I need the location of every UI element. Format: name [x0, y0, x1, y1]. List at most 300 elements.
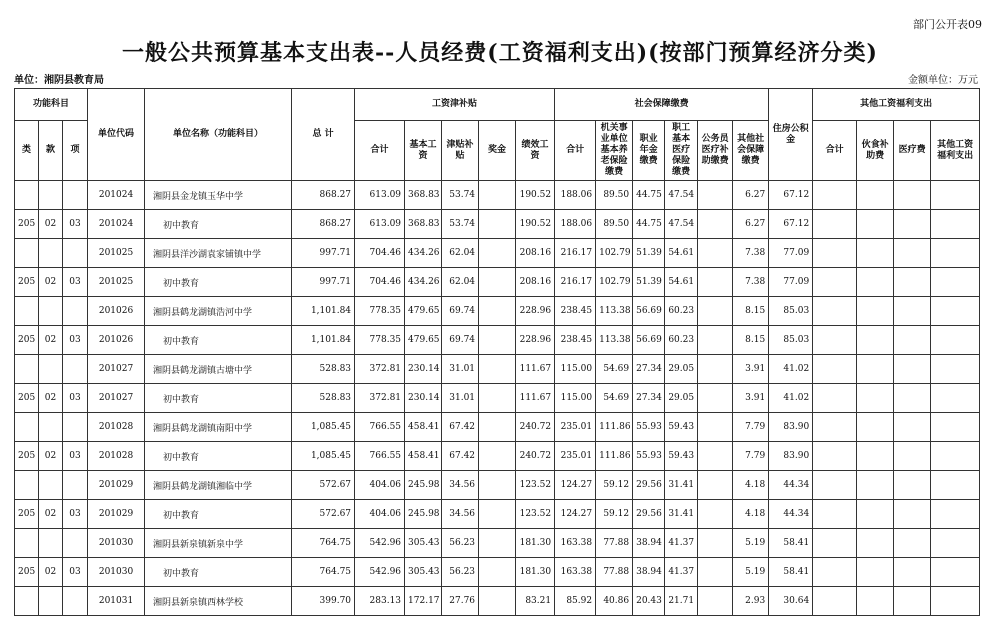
housing-cell: 41.02	[769, 384, 813, 413]
basic-salary-header: 基本工资	[405, 121, 442, 181]
housing-cell: 77.09	[769, 268, 813, 297]
unit-code-cell: 201029	[88, 500, 145, 529]
kuan-cell: 02	[39, 442, 63, 471]
annuity-cell: 56.69	[633, 326, 665, 355]
xiang-cell: 03	[63, 268, 88, 297]
basic-salary-cell: 458.41	[405, 413, 442, 442]
performance-cell: 181.30	[516, 558, 555, 587]
other-total-cell	[813, 442, 857, 471]
performance-cell: 83.21	[516, 587, 555, 616]
lei-cell	[15, 181, 39, 210]
allowance-cell: 56.23	[442, 558, 479, 587]
pension-cell: 54.69	[596, 355, 633, 384]
salary-total-cell: 766.55	[355, 413, 405, 442]
bonus-cell	[479, 297, 516, 326]
social-total-cell: 216.17	[555, 268, 596, 297]
performance-cell: 240.72	[516, 413, 555, 442]
performance-cell: 111.67	[516, 384, 555, 413]
performance-cell: 123.52	[516, 471, 555, 500]
salary-total-cell: 704.46	[355, 268, 405, 297]
other-social-cell: 8.15	[733, 326, 769, 355]
annuity-cell: 38.94	[633, 558, 665, 587]
unit-code-cell: 201026	[88, 326, 145, 355]
bonus-cell	[479, 442, 516, 471]
other-welfare-cell	[931, 239, 980, 268]
meal-cell	[857, 413, 894, 442]
medical-fee-cell	[894, 442, 931, 471]
allowance-cell: 31.01	[442, 384, 479, 413]
other-social-cell: 5.19	[733, 529, 769, 558]
performance-cell: 111.67	[516, 355, 555, 384]
table-row	[15, 558, 980, 587]
unit-name-cell: 初中教育	[145, 500, 292, 529]
housing-cell: 83.90	[769, 442, 813, 471]
annuity-cell: 29.56	[633, 500, 665, 529]
table-row	[15, 239, 980, 268]
social-total-cell: 115.00	[555, 384, 596, 413]
civil-medical-header: 公务员医疗补助缴费	[698, 121, 733, 181]
social-group-header: 社会保障缴费	[555, 89, 769, 121]
unit-name-cell: 湘阴县鹤龙湖镇浩河中学	[145, 297, 292, 326]
table-row	[15, 268, 980, 297]
housing-cell: 44.34	[769, 500, 813, 529]
unit-name-cell: 初中教育	[145, 326, 292, 355]
unit-name-cell: 湘阴县金龙镇玉华中学	[145, 181, 292, 210]
social-total-cell: 124.27	[555, 500, 596, 529]
meal-cell	[857, 442, 894, 471]
other-group-header: 其他工资福利支出	[813, 89, 980, 121]
housing-cell: 83.90	[769, 413, 813, 442]
unit-code-cell: 201025	[88, 239, 145, 268]
meal-cell	[857, 587, 894, 616]
annuity-cell: 55.93	[633, 413, 665, 442]
allowance-cell: 31.01	[442, 355, 479, 384]
medical-fee-cell	[894, 587, 931, 616]
salary-total-cell: 542.96	[355, 558, 405, 587]
allowance-cell: 69.74	[442, 326, 479, 355]
xiang-cell: 03	[63, 384, 88, 413]
other-welfare-cell	[931, 181, 980, 210]
housing-cell: 85.03	[769, 326, 813, 355]
meal-cell	[857, 384, 894, 413]
other-social-header: 其他社会保障缴费	[733, 121, 769, 181]
allowance-cell: 67.42	[442, 442, 479, 471]
total-cell: 399.70	[292, 587, 355, 616]
lei-cell: 205	[15, 558, 39, 587]
medical-cell: 41.37	[665, 529, 698, 558]
basic-salary-cell: 230.14	[405, 355, 442, 384]
medical-cell: 47.54	[665, 210, 698, 239]
kuan-cell: 02	[39, 326, 63, 355]
unit-code-cell: 201029	[88, 471, 145, 500]
bonus-cell	[479, 384, 516, 413]
allowance-cell: 62.04	[442, 268, 479, 297]
kuan-cell: 02	[39, 558, 63, 587]
civil-medical-cell	[698, 442, 733, 471]
meal-cell	[857, 529, 894, 558]
other-social-cell: 3.91	[733, 384, 769, 413]
xiang-cell: 03	[63, 326, 88, 355]
other-total-cell	[813, 355, 857, 384]
lei-cell	[15, 355, 39, 384]
amount-unit-label: 金额单位：万元	[908, 75, 978, 86]
other-total-cell	[813, 587, 857, 616]
unit-label: 单位：湘阴县教育局	[14, 75, 104, 86]
unit-name-cell: 初中教育	[145, 442, 292, 471]
other-total-cell	[813, 384, 857, 413]
other-total-cell	[813, 558, 857, 587]
total-cell: 764.75	[292, 558, 355, 587]
social-total-cell: 188.06	[555, 210, 596, 239]
total-cell: 572.67	[292, 471, 355, 500]
table-row	[15, 297, 980, 326]
other-total-cell	[813, 239, 857, 268]
housing-cell: 67.12	[769, 210, 813, 239]
meal-header: 伙食补助费	[857, 121, 894, 181]
housing-cell: 77.09	[769, 239, 813, 268]
civil-medical-cell	[698, 384, 733, 413]
basic-salary-cell: 458.41	[405, 442, 442, 471]
other-welfare-cell	[931, 268, 980, 297]
medical-cell: 29.05	[665, 384, 698, 413]
medical-fee-cell	[894, 181, 931, 210]
medical-cell: 60.23	[665, 297, 698, 326]
lei-header: 类	[15, 121, 39, 181]
basic-salary-cell: 368.83	[405, 181, 442, 210]
bonus-cell	[479, 529, 516, 558]
social-total-cell: 163.38	[555, 529, 596, 558]
pension-cell: 59.12	[596, 500, 633, 529]
basic-salary-cell: 479.65	[405, 297, 442, 326]
meal-cell	[857, 239, 894, 268]
medical-fee-cell	[894, 500, 931, 529]
allowance-cell: 34.56	[442, 500, 479, 529]
total-header: 总 计	[292, 89, 355, 181]
other-social-cell: 7.79	[733, 413, 769, 442]
medical-fee-header: 医疗费	[894, 121, 931, 181]
unit-name-cell: 初中教育	[145, 384, 292, 413]
unit-name-cell: 湘阴县鹤龙湖镇南阳中学	[145, 413, 292, 442]
total-cell: 572.67	[292, 500, 355, 529]
medical-fee-cell	[894, 239, 931, 268]
housing-cell: 44.34	[769, 471, 813, 500]
other-total-cell	[813, 326, 857, 355]
medical-fee-cell	[894, 558, 931, 587]
medical-cell: 59.43	[665, 442, 698, 471]
medical-fee-cell	[894, 471, 931, 500]
medical-cell: 31.41	[665, 471, 698, 500]
table-row	[15, 384, 980, 413]
other-welfare-cell	[931, 384, 980, 413]
bonus-cell	[479, 471, 516, 500]
salary-total-cell: 372.81	[355, 355, 405, 384]
pension-cell: 111.86	[596, 442, 633, 471]
other-total-cell	[813, 529, 857, 558]
annuity-cell: 27.34	[633, 355, 665, 384]
kuan-cell	[39, 529, 63, 558]
civil-medical-cell	[698, 355, 733, 384]
civil-medical-cell	[698, 558, 733, 587]
lei-cell	[15, 239, 39, 268]
other-social-cell: 4.18	[733, 471, 769, 500]
other-social-cell: 6.27	[733, 210, 769, 239]
civil-medical-cell	[698, 500, 733, 529]
meal-cell	[857, 500, 894, 529]
performance-cell: 190.52	[516, 210, 555, 239]
table-row	[15, 587, 980, 616]
annuity-cell: 44.75	[633, 210, 665, 239]
meal-cell	[857, 210, 894, 239]
civil-medical-cell	[698, 181, 733, 210]
kuan-cell	[39, 587, 63, 616]
salary-group-header: 工资津补贴	[355, 89, 555, 121]
other-welfare-cell	[931, 529, 980, 558]
housing-cell: 41.02	[769, 355, 813, 384]
allowance-cell: 53.74	[442, 181, 479, 210]
medical-cell: 29.05	[665, 355, 698, 384]
form-number: 部门公开表09	[913, 18, 982, 31]
bonus-cell	[479, 268, 516, 297]
civil-medical-cell	[698, 413, 733, 442]
lei-cell: 205	[15, 268, 39, 297]
table-row	[15, 471, 980, 500]
salary-total-cell: 778.35	[355, 326, 405, 355]
other-total-header: 合计	[813, 121, 857, 181]
medical-cell: 21.71	[665, 587, 698, 616]
other-welfare-header: 其他工资福利支出	[931, 121, 980, 181]
other-social-cell: 5.19	[733, 558, 769, 587]
kuan-cell: 02	[39, 268, 63, 297]
unit-code-cell: 201026	[88, 297, 145, 326]
meal-cell	[857, 268, 894, 297]
meal-cell	[857, 558, 894, 587]
pension-cell: 89.50	[596, 181, 633, 210]
social-total-cell: 238.45	[555, 297, 596, 326]
medical-cell: 60.23	[665, 326, 698, 355]
performance-cell: 190.52	[516, 181, 555, 210]
medical-fee-cell	[894, 297, 931, 326]
salary-total-header: 合计	[355, 121, 405, 181]
allowance-cell: 69.74	[442, 297, 479, 326]
meal-cell	[857, 471, 894, 500]
medical-fee-cell	[894, 529, 931, 558]
unit-code-cell: 201025	[88, 268, 145, 297]
basic-salary-cell: 479.65	[405, 326, 442, 355]
lei-cell: 205	[15, 210, 39, 239]
unit-code-header: 单位代码	[88, 89, 145, 181]
kuan-cell	[39, 355, 63, 384]
other-total-cell	[813, 297, 857, 326]
annuity-header: 职业年金缴费	[633, 121, 665, 181]
housing-cell: 58.41	[769, 529, 813, 558]
basic-salary-cell: 368.83	[405, 210, 442, 239]
annuity-cell: 51.39	[633, 268, 665, 297]
lei-cell: 205	[15, 384, 39, 413]
bonus-cell	[479, 355, 516, 384]
lei-cell	[15, 587, 39, 616]
medical-fee-cell	[894, 326, 931, 355]
social-total-cell: 115.00	[555, 355, 596, 384]
performance-cell: 228.96	[516, 326, 555, 355]
unit-code-cell: 201027	[88, 384, 145, 413]
medical-cell: 54.61	[665, 239, 698, 268]
other-welfare-cell	[931, 297, 980, 326]
unit-code-cell: 201027	[88, 355, 145, 384]
salary-total-cell: 778.35	[355, 297, 405, 326]
social-total-cell: 124.27	[555, 471, 596, 500]
unit-code-cell: 201028	[88, 413, 145, 442]
unit-name-header: 单位名称（功能科目）	[145, 89, 292, 181]
meal-cell	[857, 297, 894, 326]
bonus-cell	[479, 413, 516, 442]
allowance-cell: 27.76	[442, 587, 479, 616]
housing-cell: 30.64	[769, 587, 813, 616]
social-total-cell: 216.17	[555, 239, 596, 268]
civil-medical-cell	[698, 239, 733, 268]
unit-code-cell: 201031	[88, 587, 145, 616]
table-row	[15, 355, 980, 384]
salary-total-cell: 613.09	[355, 181, 405, 210]
other-social-cell: 8.15	[733, 297, 769, 326]
kuan-cell	[39, 413, 63, 442]
xiang-cell	[63, 529, 88, 558]
other-social-cell: 3.91	[733, 355, 769, 384]
other-total-cell	[813, 413, 857, 442]
pension-cell: 113.38	[596, 297, 633, 326]
xiang-cell	[63, 587, 88, 616]
annuity-cell: 55.93	[633, 442, 665, 471]
bonus-cell	[479, 181, 516, 210]
total-cell: 868.27	[292, 210, 355, 239]
kuan-cell	[39, 297, 63, 326]
xiang-cell	[63, 413, 88, 442]
salary-total-cell: 613.09	[355, 210, 405, 239]
performance-cell: 123.52	[516, 500, 555, 529]
civil-medical-cell	[698, 471, 733, 500]
lei-cell	[15, 471, 39, 500]
xiang-cell	[63, 297, 88, 326]
housing-cell: 58.41	[769, 558, 813, 587]
xiang-cell	[63, 239, 88, 268]
meal-cell	[857, 355, 894, 384]
kuan-header: 款	[39, 121, 63, 181]
unit-name-cell: 湘阴县新泉镇新泉中学	[145, 529, 292, 558]
lei-cell: 205	[15, 500, 39, 529]
other-social-cell: 2.93	[733, 587, 769, 616]
housing-cell: 85.03	[769, 297, 813, 326]
meal-cell	[857, 326, 894, 355]
medical-fee-cell	[894, 384, 931, 413]
civil-medical-cell	[698, 268, 733, 297]
basic-salary-cell: 172.17	[405, 587, 442, 616]
xiang-cell: 03	[63, 558, 88, 587]
other-social-cell: 4.18	[733, 500, 769, 529]
medical-fee-cell	[894, 210, 931, 239]
total-cell: 1,101.84	[292, 297, 355, 326]
xiang-cell: 03	[63, 210, 88, 239]
allowance-header: 津贴补贴	[442, 121, 479, 181]
salary-total-cell: 372.81	[355, 384, 405, 413]
other-welfare-cell	[931, 326, 980, 355]
xiang-cell	[63, 181, 88, 210]
kuan-cell: 02	[39, 500, 63, 529]
total-cell: 997.71	[292, 239, 355, 268]
bonus-cell	[479, 500, 516, 529]
xiang-header: 项	[63, 121, 88, 181]
social-total-cell: 188.06	[555, 181, 596, 210]
unit-name-cell: 湘阴县新泉镇西林学校	[145, 587, 292, 616]
total-cell: 1,085.45	[292, 413, 355, 442]
total-cell: 997.71	[292, 268, 355, 297]
unit-code-cell: 201030	[88, 558, 145, 587]
social-total-header: 合计	[555, 121, 596, 181]
xiang-cell: 03	[63, 500, 88, 529]
unit-name-cell: 湘阴县鹤龙湖镇古塘中学	[145, 355, 292, 384]
performance-cell: 208.16	[516, 268, 555, 297]
salary-total-cell: 283.13	[355, 587, 405, 616]
table-row	[15, 326, 980, 355]
medical-cell: 41.37	[665, 558, 698, 587]
table-row	[15, 442, 980, 471]
allowance-cell: 56.23	[442, 529, 479, 558]
bonus-cell	[479, 587, 516, 616]
medical-header: 职工基本医疗保险缴费	[665, 121, 698, 181]
social-total-cell: 85.92	[555, 587, 596, 616]
unit-code-cell: 201030	[88, 529, 145, 558]
unit-name-cell: 初中教育	[145, 558, 292, 587]
other-total-cell	[813, 268, 857, 297]
housing-cell: 67.12	[769, 181, 813, 210]
bonus-cell	[479, 558, 516, 587]
medical-fee-cell	[894, 355, 931, 384]
kuan-cell	[39, 239, 63, 268]
kuan-cell	[39, 471, 63, 500]
pension-cell: 111.86	[596, 413, 633, 442]
table-row	[15, 181, 980, 210]
allowance-cell: 34.56	[442, 471, 479, 500]
annuity-cell: 27.34	[633, 384, 665, 413]
table-row	[15, 529, 980, 558]
social-total-cell: 235.01	[555, 413, 596, 442]
pension-cell: 54.69	[596, 384, 633, 413]
other-welfare-cell	[931, 500, 980, 529]
total-cell: 1,101.84	[292, 326, 355, 355]
unit-code-cell: 201024	[88, 181, 145, 210]
pension-header: 机关事业单位基本养老保险缴费	[596, 121, 633, 181]
performance-cell: 228.96	[516, 297, 555, 326]
lei-cell: 205	[15, 326, 39, 355]
budget-table	[14, 88, 980, 616]
salary-total-cell: 542.96	[355, 529, 405, 558]
other-welfare-cell	[931, 587, 980, 616]
salary-total-cell: 766.55	[355, 442, 405, 471]
pension-cell: 40.86	[596, 587, 633, 616]
performance-header: 绩效工资	[516, 121, 555, 181]
pension-cell: 102.79	[596, 268, 633, 297]
meal-cell	[857, 181, 894, 210]
other-social-cell: 6.27	[733, 181, 769, 210]
other-total-cell	[813, 471, 857, 500]
allowance-cell: 53.74	[442, 210, 479, 239]
civil-medical-cell	[698, 210, 733, 239]
other-welfare-cell	[931, 413, 980, 442]
other-welfare-cell	[931, 558, 980, 587]
pension-cell: 113.38	[596, 326, 633, 355]
medical-fee-cell	[894, 413, 931, 442]
total-cell: 868.27	[292, 181, 355, 210]
unit-name-cell: 初中教育	[145, 210, 292, 239]
kuan-cell	[39, 181, 63, 210]
